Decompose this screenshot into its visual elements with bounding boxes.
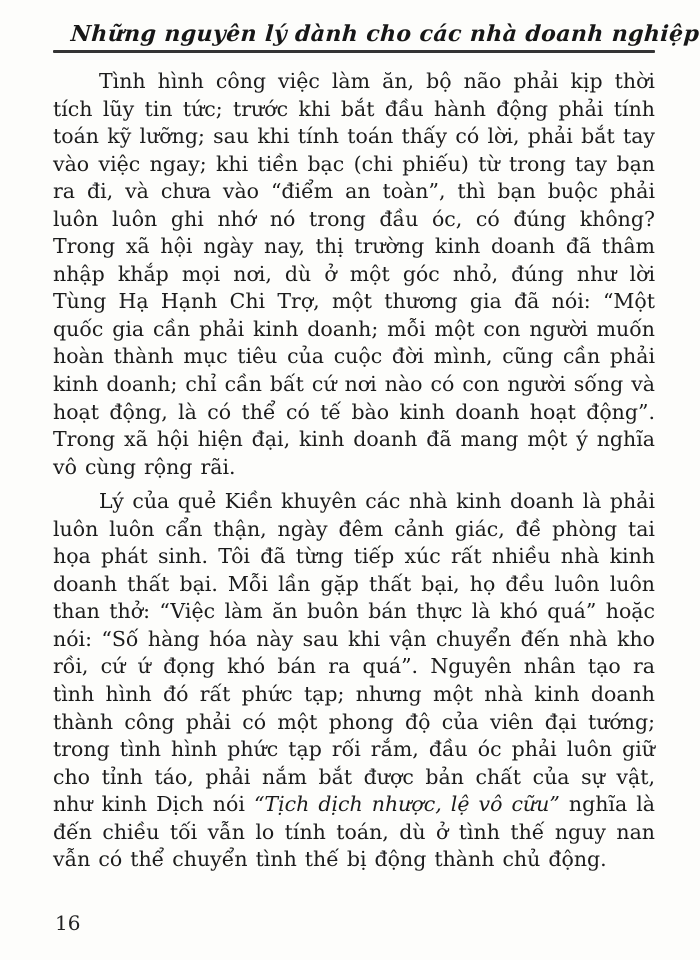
header-rule [53,50,655,53]
paragraph-2-text-after-quote: nghĩa là đến chiều tối vẫn lo tính toán, dù ở tình thế nguy nan vẫn có thể chuyển tình thế bị động thành chủ động. [53,792,655,872]
iching-quote-italic: “Tịch dịch nhược, lệ vô cữu” [253,792,560,817]
running-header-title: Những nguyên lý dành cho các nhà doanh nghiệp [70,21,700,47]
paragraph-2-text-before-quote: Lý của quẻ Kiền khuyên các nhà kinh doanh là phải luôn luôn cẩn thận, ngày đêm cảnh giác, đề phòng tai họa phát sinh. Tôi đã từng tiếp xúc rất nhiều nhà kinh doanh thất bại. Mỗi lần gặp thất bại, họ đều luôn luôn than thở: “Việc làm ăn buôn bán thực là khó quá” hoặc nói: “Số hàng hóa này sau khi vận chuyển đến nhà kho rồi, cứ ứ đọng khó bán ra quá”. Nguyên nhân tạo ra tình hình đó rất phức tạp; nhưng một nhà kinh doanh thành công phải có một phong độ của viên đại tướng; trong tình hình phức tạp rối rắm, đầu óc phải luôn giữ cho tỉnh táo, phải nắm bắt được bản chất của sự vật, như kinh Dịch nói [53,489,655,817]
paragraph-1-text: Tình hình công việc làm ăn, bộ não phải kịp thời tích lũy tin tức; trước khi bắt đầu hành động phải tính toán kỹ lưỡng; sau khi tính toán thấy có lời, phải bắt tay vào việc ngay; khi tiền bạc (chi phiếu) từ trong tay bạn ra đi, và chưa vào “điểm an toàn”, thì bạn buộc phải luôn luôn ghi nhớ nó trong đầu óc, có đúng không? Trong xã hội ngày nay, thị trường kinh doanh đã thâm nhập khắp mọi nơi, dù ở một góc nhỏ, đúng như lời Tùng Hạ Hạnh Chi Trợ, một thương gia đã nói: “Một quốc gia cần phải kinh doanh; mỗi một con người muốn hoàn thành mục tiêu của cuộc đời mình, cũng cần phải kinh doanh; chỉ cần bất cứ nơi nào có con người sống và hoạt động, là có thể có tế bào kinh doanh hoạt động”. Trong xã hội hiện đại, kinh doanh đã mang một ý nghĩa vô cùng rộng rãi. [53,69,656,479]
page-header [53,21,700,53]
paragraph-1 [53,68,655,481]
page-number: 16 [55,911,81,935]
paragraph-2 [53,488,655,874]
body-text [53,68,655,874]
